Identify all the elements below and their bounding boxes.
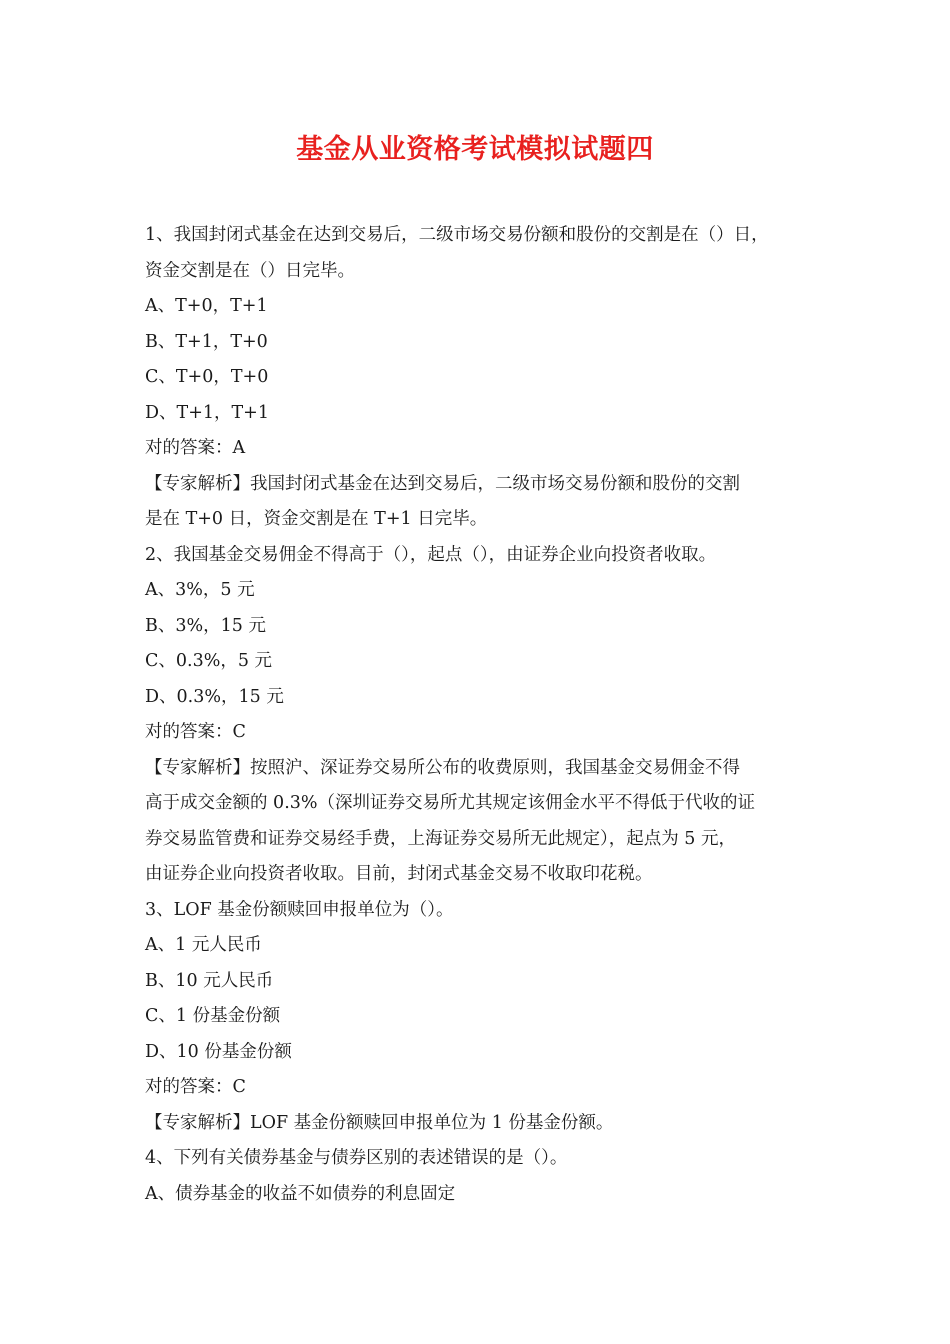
text-line: D、T+1，T+1 [145, 402, 269, 423]
text-line: A、T+0，T+1 [145, 296, 268, 316]
text-line: D、0.3%，15 元 [145, 686, 284, 707]
text-line: B、3%，15 元 [145, 615, 266, 636]
text-line: 券交易监管费和证券交易经手费，上海证券交易所无此规定），起点为 5 元， [145, 828, 737, 849]
text-line: A、债券基金的收益不如债券的利息固定 [145, 1183, 456, 1204]
text-line: C、1 份基金份额 [145, 1006, 281, 1026]
text-line: 由证券企业向投资者收取。目前，封闭式基金交易不收取印花税。 [145, 864, 653, 884]
text-line: 4、下列有关债券基金与债券区别的表述错误的是（）。 [145, 1148, 568, 1168]
text-line: A、3%，5 元 [145, 580, 255, 600]
text-line: A、1 元人民币 [145, 935, 262, 955]
text-line: 【专家解析】我国封闭式基金在达到交易后，二级市场交易份额和股份的交割 [145, 473, 740, 494]
text-line: 对的答案：C [145, 722, 246, 742]
text-line: 对的答案：C [145, 1077, 246, 1097]
text-line: 对的答案：A [145, 438, 246, 458]
document-title: 基金从业资格考试模拟试题四 [296, 134, 654, 165]
text-line: 1、我国封闭式基金在达到交易后，二级市场交易份额和股份的交割是在（）日， [145, 225, 769, 245]
text-line: 高于成交金额的 0.3%（深圳证券交易所尤其规定该佣金水平不得低于代收的证 [145, 793, 756, 813]
text-line: 【专家解析】LOF 基金份额赎回申报单位为 1 份基金份额。 [145, 1112, 614, 1133]
text-line: B、T+1，T+0 [145, 331, 268, 352]
text-line: D、10 份基金份额 [145, 1041, 292, 1062]
text-line: 资金交割是在（）日完毕。 [145, 260, 355, 281]
text-line: C、T+0，T+0 [145, 367, 269, 387]
text-line: 是在 T+0 日，资金交割是在 T+1 日完毕。 [145, 509, 488, 529]
text-line: C、0.3%，5 元 [145, 651, 273, 671]
document-body [145, 218, 825, 1212]
text-line: B、10 元人民币 [145, 970, 274, 991]
text-line: 3、LOF 基金份额赎回申报单位为（）。 [145, 899, 454, 920]
text-line: 【专家解析】按照沪、深证券交易所公布的收费原则，我国基金交易佣金不得 [145, 757, 740, 778]
text-line: 2、我国基金交易佣金不得高于（），起点（），由证券企业向投资者收取。 [145, 544, 717, 565]
